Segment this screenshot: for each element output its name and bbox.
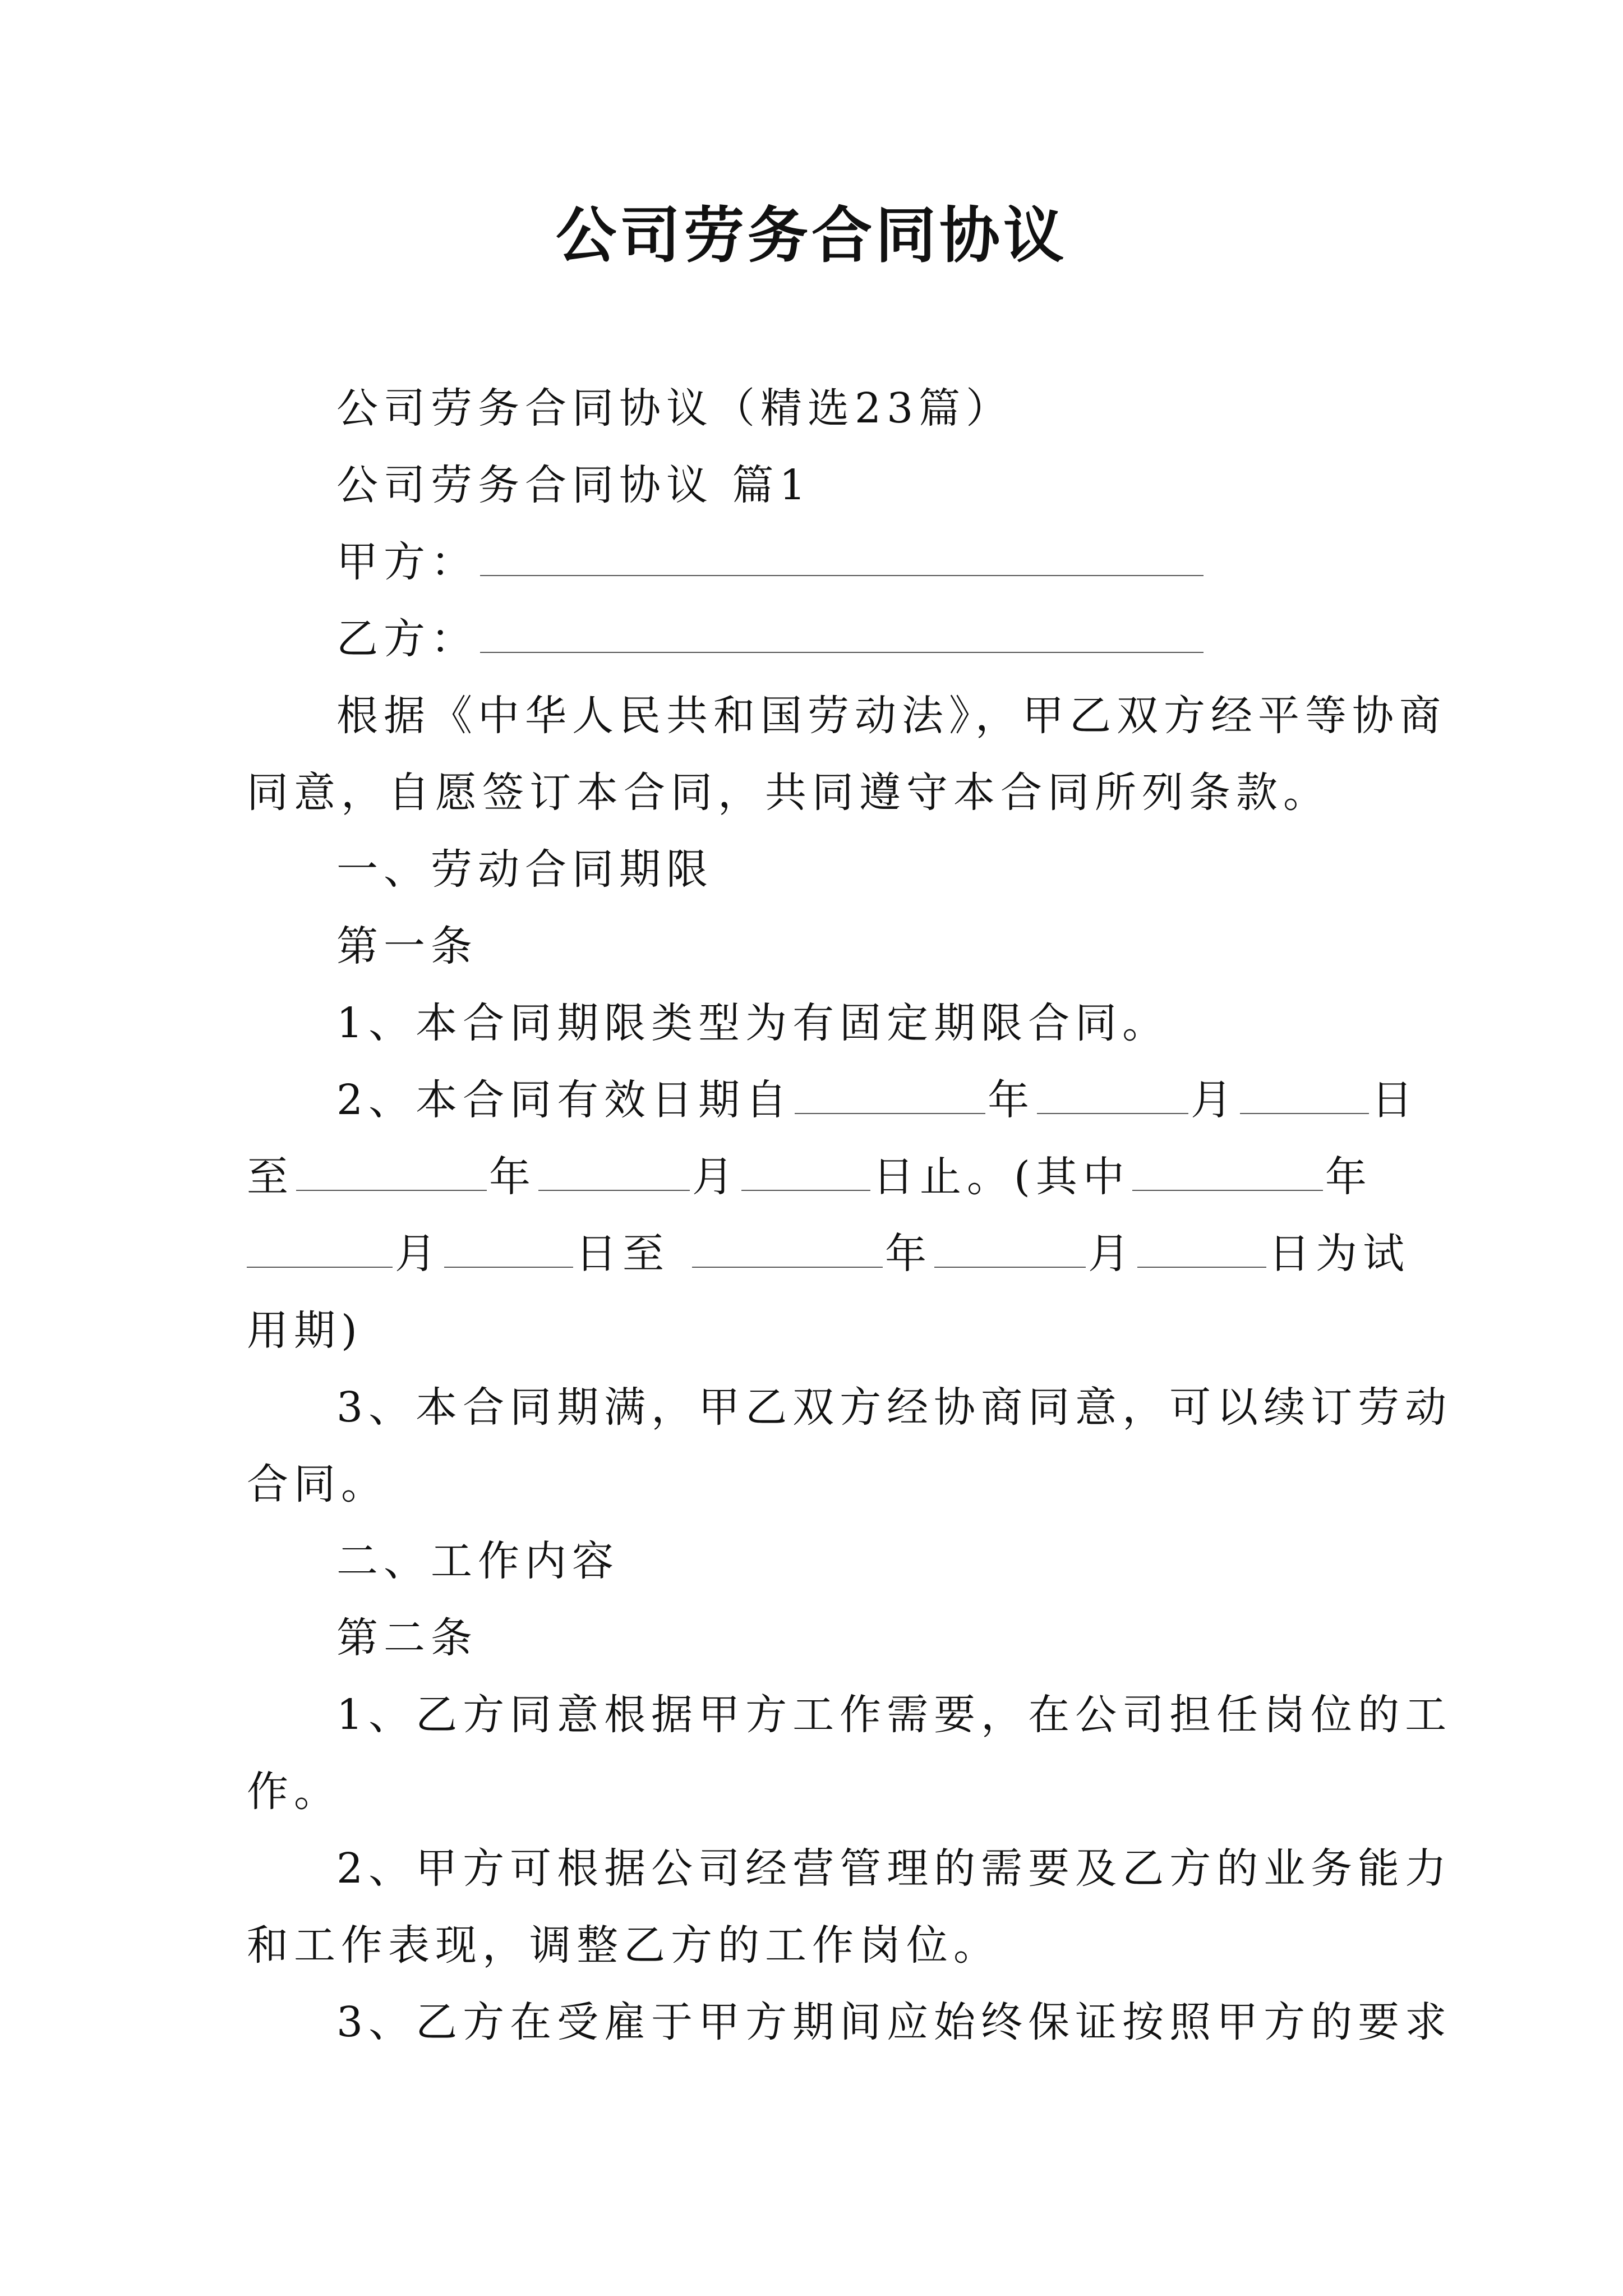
clause-2-1-line1: 1、乙方同意根据甲方工作需要，在公司担任岗位的工	[336, 1691, 1453, 1739]
party-b-label: 乙方：	[336, 615, 478, 663]
month-label: 月	[395, 1230, 442, 1278]
article-heading-1: 第一条	[336, 922, 478, 970]
day-end-label: 日止。(其中	[873, 1153, 1130, 1201]
trial-label: 日为试	[1269, 1230, 1410, 1278]
clause-1-2-line4: 用期)	[247, 1306, 363, 1355]
date-blank	[1037, 1082, 1188, 1114]
clause-2-3-line1: 3、乙方在受雇于甲方期间应始终保证按照甲方的要求	[336, 1998, 1453, 2046]
article-heading-2: 第二条	[336, 1614, 478, 1662]
year-label: 年	[1325, 1153, 1372, 1201]
clause-1-2-line1	[247, 1062, 1419, 1139]
paragraph-intro-line1: 根据《中华人民共和国劳动法》，甲乙双方经平等协商	[336, 692, 1446, 740]
party-b-line	[247, 601, 1385, 678]
date-blank	[538, 1158, 690, 1191]
year-label: 年	[489, 1153, 536, 1201]
clause-2-2-line1: 2、甲方可根据公司经营管理的需要及乙方的业务能力	[336, 1844, 1453, 1893]
date-blank	[795, 1082, 985, 1114]
year-label: 年	[885, 1230, 932, 1278]
clause-1-2-line3	[247, 1216, 1410, 1292]
date-blank	[1132, 1158, 1323, 1191]
party-a-label: 甲方：	[336, 538, 478, 586]
month-label: 月	[692, 1153, 739, 1201]
day-label: 日	[1371, 1076, 1419, 1124]
date-blank	[444, 1235, 573, 1268]
clause-2-2-line2: 和工作表现，调整乙方的工作岗位。	[247, 1921, 1000, 1970]
party-a-line	[247, 524, 1385, 601]
document-title: 公司劳务合同协议	[555, 200, 1067, 271]
paragraph-article-heading: 公司劳务合同协议 篇1	[336, 461, 811, 509]
section-heading-1: 一、劳动合同期限	[336, 845, 713, 894]
date-blank	[247, 1235, 393, 1268]
clause-1-3-line2: 合同。	[247, 1460, 388, 1508]
clause-1-3-line1: 3、本合同期满，甲乙双方经协商同意，可以续订劳动	[336, 1383, 1453, 1432]
date-blank	[934, 1235, 1086, 1268]
party-a-blank	[480, 544, 1204, 576]
clause-2-1-line2: 作。	[247, 1768, 341, 1816]
paragraph-subtitle: 公司劳务合同协议（精选23篇）	[336, 384, 1013, 432]
clause-1-2-line2	[247, 1139, 1385, 1216]
to-label: 至	[247, 1153, 294, 1201]
section-heading-2: 二、工作内容	[336, 1537, 619, 1585]
date-blank	[296, 1158, 487, 1191]
clause-1-1: 1、本合同期限类型为有固定期限合同。	[336, 999, 1170, 1047]
day-to-label: 日至	[575, 1230, 670, 1278]
date-blank	[1137, 1235, 1266, 1268]
month-label: 月	[1088, 1230, 1135, 1278]
date-blank	[741, 1158, 870, 1191]
month-label: 月	[1191, 1076, 1238, 1124]
clause-1-2-text: 2、本合同有效日期自	[336, 1076, 793, 1124]
document-body	[247, 370, 1453, 2061]
paragraph-intro-line2: 同意，自愿签订本合同，共同遵守本合同所列条款。	[247, 769, 1330, 817]
date-blank	[692, 1235, 883, 1268]
party-b-blank	[480, 620, 1204, 653]
year-label: 年	[988, 1076, 1035, 1124]
date-blank	[1240, 1082, 1369, 1114]
